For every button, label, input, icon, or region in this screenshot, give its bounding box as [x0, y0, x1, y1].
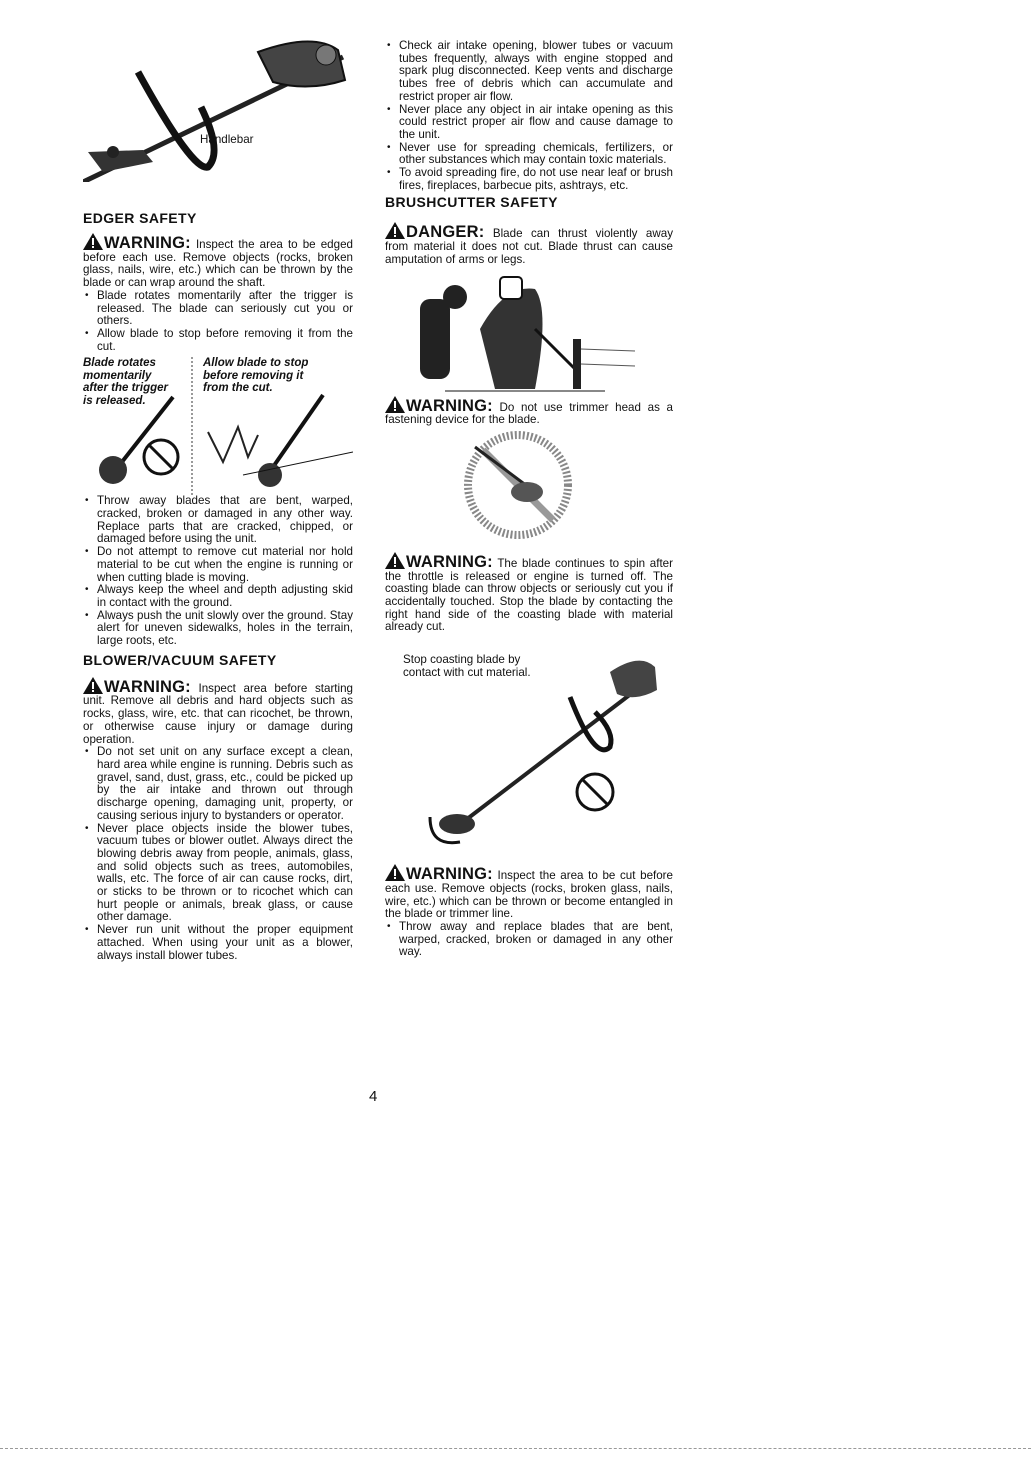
blower-vacuum-safety-heading: BLOWER/VACUUM SAFETY [83, 651, 277, 668]
edger-warning-label: WARNING: [104, 234, 191, 252]
blade-thrust-figure [385, 269, 673, 394]
inspect-area-warning-label: WARNING: [406, 865, 493, 884]
edger-bullet-list-1 [83, 290, 353, 354]
inspect-area-warning-paragraph [385, 864, 673, 921]
brushcutter-safety-heading: BRUSHCUTTER SAFETY [385, 194, 558, 211]
edger-warning-paragraph [83, 233, 353, 290]
blower-warning-paragraph [83, 677, 353, 747]
no-trimmer-head-figure [385, 427, 673, 552]
warning-triangle-icon [385, 552, 405, 569]
coasting-blade-warning-text: The blade continues to spin after the throttle is released or engine is turned off. The coasting blade can throw objects or seriously cut you if accidentally touched. Stop the blade by contacting the right hand side of the coasting blade with material already cut. [385, 556, 673, 634]
left-column [83, 0, 353, 962]
edger-safety-heading: EDGER SAFETY [83, 210, 197, 226]
caption-blade-rotates: Blade rotates momentarily after the trigger is released. [83, 357, 168, 407]
warning-triangle-icon [83, 233, 103, 250]
trimmer-head-warning-paragraph [385, 396, 673, 427]
list-item: • Do not attempt to remove cut material nor hold material to be cut when the engine is running or when cutting blade is moving. [83, 546, 353, 584]
brushcutter-danger-paragraph [385, 222, 673, 266]
list-item: • Blade rotates momentarily after the trigger is released. The blade can seriously cut you or others. [83, 290, 353, 328]
list-item: • Allow blade to stop before removing it from the cut. [83, 328, 353, 353]
list-item: • Never place objects inside the blower tubes, vacuum tubes or blower outlet. Always direct the blowing debris away from people, animals, glass, and solid objects such as trees, automobiles, walls, etc. The force of air can cause rocks, dirt, or sticks to be thrown or to ricochet which can hurt people or animals, break glass, or cause other damage. [83, 823, 353, 925]
inspect-area-warning-text: Inspect the area to be cut before each use. Remove objects (rocks, broken glass, nails, wire, etc.) which can be thrown or become entangled in the blade or trimmer line. [385, 869, 673, 921]
caption-allow-blade-stop: Allow blade to stop before removing it from the cut. [203, 357, 309, 395]
edger-bullet-list-2 [83, 495, 353, 647]
warning-triangle-icon [385, 396, 405, 413]
blower-warning-text: Inspect area before starting unit. Remove all debris and hard objects such as rocks, glass, wire, etc. that can ricochet, be thrown, or otherwise cause injury or damage during operation. [83, 681, 353, 746]
list-item: • To avoid spreading fire, do not use near leaf or brush fires, fireplaces, barbecue pits, ashtrays, etc. [385, 167, 673, 192]
list-item: • Throw away blades that are bent, warped, cracked, broken or damaged in any other way. Replace parts that are cracked, chipped, or damaged before using the unit. [83, 495, 353, 546]
list-item: • Always push the unit slowly over the ground. Stay alert for uneven sidewalks, holes in the terrain, large roots, etc. [83, 610, 353, 648]
list-item: • Throw away and replace blades that are bent, warped, cracked, broken or damaged in any other way. [385, 921, 673, 959]
blade-thrust-illustration [385, 269, 673, 394]
warning-triangle-icon [385, 864, 405, 881]
list-item: • Never use for spreading chemicals, fertilizers, or other substances which may contain toxic materials. [385, 142, 673, 167]
coasting-blade-warning-paragraph [385, 552, 673, 634]
trimmer-handlebar-figure [83, 32, 353, 182]
blower-bullet-list [83, 746, 353, 962]
handlebar-illustration [83, 32, 353, 210]
list-item: • Never run unit without the proper equipment attached. When using your unit as a blower, always install blower tubes. [83, 924, 353, 962]
edger-blade-figure [83, 357, 353, 495]
list-item: • Check air intake opening, blower tubes or vacuum tubes frequently, always with engine stopped and spark plug disconnected. Keep vents and discharge tubes free of debris which can accumulate and restrict proper air flow. [385, 40, 673, 104]
brushcutter-bullet-list [385, 921, 673, 959]
list-item: • Never place any object in air intake opening as this could restrict proper air flow and cause damage to the unit. [385, 104, 673, 142]
list-item: • Do not set unit on any surface except a clean, hard area while engine is running. Debris such as gravel, sand, dust, grass, etc., could be picked up by the air intake and thrown out through discharge opening, damaging unit, property, or causing serious injury to bystanders or operator. [83, 746, 353, 822]
blower-warning-label: WARNING: [104, 677, 191, 696]
coasting-blade-warning-label: WARNING: [406, 552, 493, 571]
trimmer-head-warning-text: Do not use trimmer head as a fastening device for the blade. [385, 400, 673, 427]
page-bottom-rule [0, 1448, 1031, 1449]
prohibited-trimmer-head-icon [385, 427, 673, 552]
right-column [385, 40, 673, 959]
blower-continued-bullet-list [385, 40, 673, 192]
edger-warning-text: Inspect the area to be edged before each use. Remove objects (rocks, broken glass, nails, wire, etc.) which can be thrown by the blade or can wrap around the shaft. [83, 238, 353, 290]
list-item: • Always keep the wheel and depth adjusting skid in contact with the ground. [83, 584, 353, 609]
warning-triangle-icon [385, 222, 405, 239]
warning-triangle-icon [83, 677, 103, 694]
page-number: 4 [369, 1088, 378, 1105]
stop-coasting-caption: Stop coasting blade by contact with cut material. [403, 653, 531, 679]
handlebar-label: Handlebar [200, 133, 254, 146]
danger-label: DANGER: [406, 223, 485, 242]
stop-coasting-blade-figure [385, 642, 673, 852]
danger-text: Blade can thrust violently away from material it does not cut. Blade thrust can cause amputation of arms or legs. [385, 227, 673, 266]
trimmer-head-warning-label: WARNING: [406, 396, 493, 415]
